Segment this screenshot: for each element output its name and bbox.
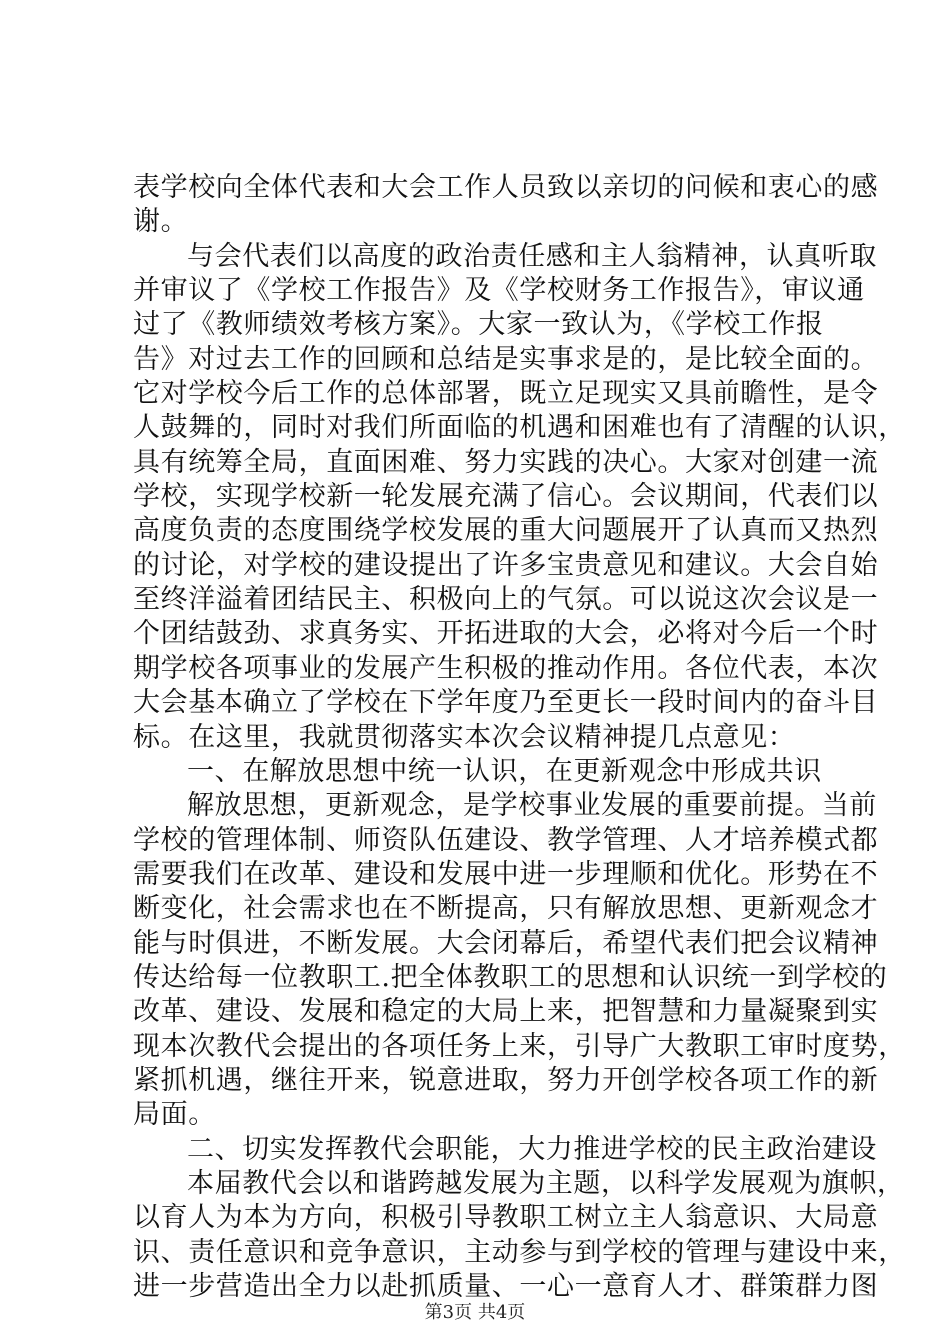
text-line: 传达给每一位教职工.把全体教职工的思想和认识统一到学校的 <box>133 961 888 993</box>
text-line: 高度负责的态度围绕学校发展的重大问题展开了认真而又热烈 <box>133 515 879 547</box>
text-line: 学校的管理体制、师资队伍建设、教学管理、人才培养模式都 <box>133 824 879 856</box>
paragraph-start: 与会代表们以高度的政治责任感和主人翁精神，认真听取 <box>187 240 877 272</box>
text-line: 识、责任意识和竞争意识，主动参与到学校的管理与建设中来， <box>133 1236 906 1268</box>
body-text <box>133 171 906 1304</box>
text-line: 进一步营造出全力以赴抓质量、一心一意育人才、群策群力图 <box>133 1271 879 1302</box>
text-line: 告》对过去工作的回顾和总结是实事求是的，是比较全面的。 <box>133 343 879 375</box>
text-line: 能与时俱进，不断发展。大会闭幕后，希望代表们把会议精神 <box>133 927 879 959</box>
text-line: 过了《教师绩效考核方案》。大家一致认为，《学校工作报 <box>133 309 824 341</box>
text-line: 紧抓机遇，继往开来，锐意进取，努力开创学校各项工作的新 <box>133 1064 879 1096</box>
text-line: 期学校各项事业的发展产生积极的推动作用。各位代表，本次 <box>133 652 879 684</box>
page-footer <box>0 1302 950 1324</box>
text-line: 现本次教代会提出的各项任务上来，引导广大教职工审时度势， <box>133 1030 906 1062</box>
text-line: 需要我们在改革、建设和发展中进一步理顺和优化。形势在不 <box>133 858 879 890</box>
text-line: 改革、建设、发展和稳定的大局上来，把智慧和力量凝聚到实 <box>133 996 879 1028</box>
text-line: 以育人为本为方向，积极引导教职工树立主人翁意识、大局意 <box>133 1202 879 1234</box>
text-line: 人鼓舞的，同时对我们所面临的机遇和困难也有了清醒的认识， <box>133 412 906 444</box>
text-line: 学校，实现学校新一轮发展充满了信心。会议期间，代表们以 <box>133 481 879 513</box>
text-line: 谢。 <box>133 206 189 238</box>
text-line: 并审议了《学校工作报告》及《学校财务工作报告》，审议通 <box>133 275 865 307</box>
text-line: 至终洋溢着团结民主、积极向上的气氛。可以说这次会议是一 <box>133 584 879 616</box>
text-line: 具有统筹全局，直面困难、努力实践的决心。大家对创建一流 <box>133 446 879 478</box>
text-line: 表学校向全体代表和大会工作人员致以亲切的问候和衷心的感 <box>133 172 879 203</box>
text-line: 标。在这里，我就贯彻落实本次会议精神提几点意见： <box>133 721 796 753</box>
text-line: 个团结鼓劲、求真务实、开拓进取的大会，必将对今后一个时 <box>133 618 879 650</box>
text-line: 的讨论，对学校的建设提出了许多宝贵意见和建议。大会自始 <box>133 549 879 581</box>
page-number: 第3页 共4页 <box>424 1302 526 1323</box>
text-line: 大会基本确立了学校在下学年度乃至更长一段时间内的奋斗目 <box>133 687 879 719</box>
section-heading-1: 一、在解放思想中统一认识，在更新观念中形成共识 <box>187 755 822 787</box>
section-heading-2: 二、切实发挥教代会职能，大力推进学校的民主政治建设 <box>187 1133 877 1165</box>
paragraph-start: 解放思想，更新观念，是学校事业发展的重要前提。当前 <box>187 790 877 822</box>
paragraph-start: 本届教代会以和谐跨越发展为主题，以科学发展观为旗帜， <box>187 1167 905 1199</box>
text-line: 局面。 <box>133 1099 216 1131</box>
text-line: 它对学校今后工作的总体部署，既立足现实又具前瞻性，是令 <box>133 378 879 410</box>
text-line: 断变化，社会需求也在不断提高，只有解放思想、更新观念才 <box>133 893 879 925</box>
